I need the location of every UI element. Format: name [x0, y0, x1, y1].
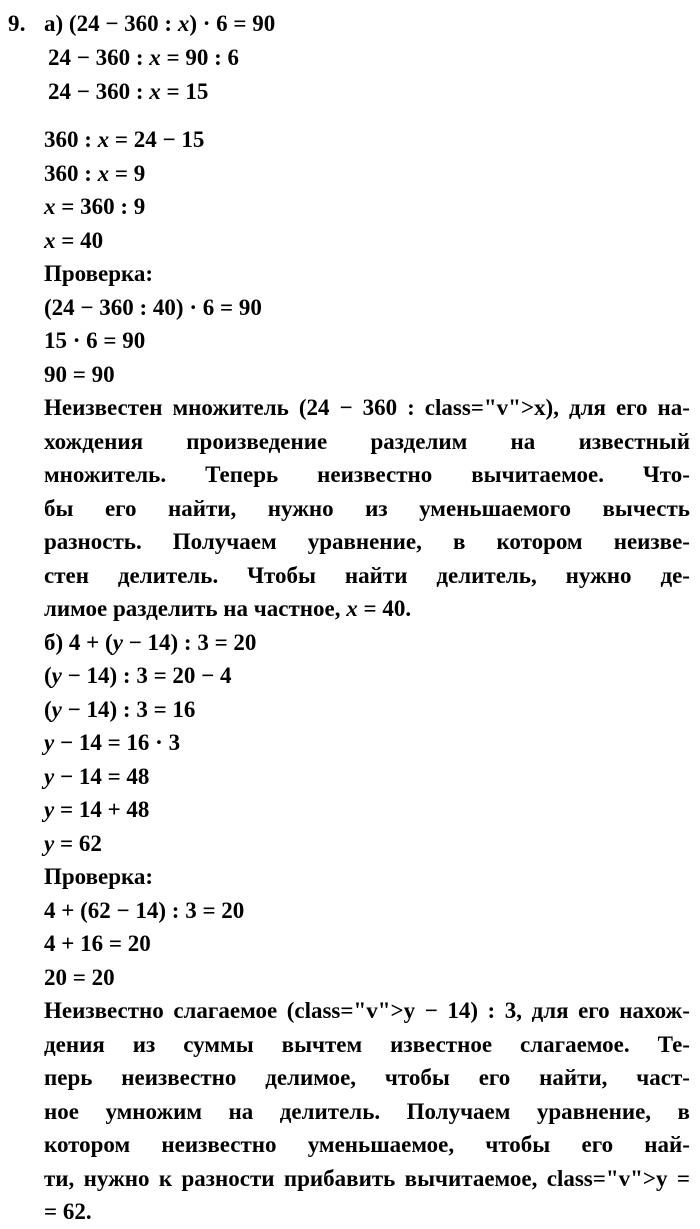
explanation-line: = 62. — [44, 1199, 92, 1224]
explanation-line: стен делитель. Чтобы найти делитель, нужно де- — [44, 562, 690, 588]
check-line: 90 = 90 — [44, 361, 115, 387]
check-line: 4 + (62 − 14) : 3 = 20 — [44, 897, 245, 923]
problem-number: 9. — [8, 11, 26, 36]
explanation-line: лимое разделить на частное, x = 40. — [44, 596, 412, 621]
equation-line: 360 : x = 9 — [44, 160, 146, 186]
problem-header — [0, 7, 700, 41]
equation-line: y − 14 = 16 · 3 — [44, 730, 181, 755]
check-line: 20 = 20 — [44, 964, 115, 990]
equation-line: x = 40 — [44, 227, 104, 253]
part-b-steps — [0, 659, 700, 860]
explanation-line: перь неизвестно делимое, чтобы его найти, част- — [44, 1065, 690, 1090]
equation-line: y = 14 + 48 — [44, 797, 150, 822]
textbook-page — [0, 7, 700, 1224]
part-a-check-steps — [0, 291, 700, 392]
equation-line: (y − 14) : 3 = 20 − 4 — [44, 663, 232, 688]
explanation-line: множитель. Теперь неизвестно вычитаемое. Что- — [44, 462, 690, 487]
part-a-explanation — [44, 391, 690, 626]
equation-line: y − 14 = 48 — [44, 763, 150, 789]
check-label-a: Проверка: — [44, 261, 154, 286]
part-a-steps — [0, 41, 700, 257]
equation-line: 24 − 360 : x = 90 : 6 — [48, 45, 240, 70]
part-b-explanation — [44, 994, 690, 1229]
part-a-first-equation: а) (24 − 360 : x) · 6 = 90 — [44, 11, 276, 36]
check-line: (24 − 360 : 40) · 6 = 90 — [44, 294, 262, 320]
explanation-line: хождения произведение разделим на известный — [44, 428, 690, 454]
explanation-line: ти, нужно к разности прибавить вычитаемое, class="v">y = — [44, 1165, 690, 1191]
equation-line: 24 − 360 : x = 15 — [48, 78, 209, 104]
explanation-line: дения из суммы вычтем известное слагаемое. Те- — [44, 1031, 690, 1057]
explanation-line: Неизвестно слагаемое (class="v">y − 14) : 3, для его нахож- — [44, 998, 690, 1023]
explanation-line: бы его найти, нужно из уменьшаемого вычесть — [44, 495, 690, 521]
explanation-line: котором неизвестно уменьшаемое, чтобы его най- — [44, 1132, 690, 1157]
check-label-b: Проверка: — [44, 864, 154, 889]
equation-line: 360 : x = 24 − 15 — [44, 127, 205, 152]
check-line: 4 + 16 = 20 — [44, 931, 151, 956]
part-b-first-equation: б) 4 + (y − 14) : 3 = 20 — [44, 629, 257, 655]
equation-line: (y − 14) : 3 = 16 — [44, 696, 196, 722]
explanation-line: разность. Получаем уравнение, в котором неизве- — [44, 529, 690, 554]
equation-line: x = 360 : 9 — [44, 194, 146, 219]
explanation-line: ное умножим на делитель. Получаем уравнение, в — [44, 1098, 690, 1124]
check-line: 15 · 6 = 90 — [44, 328, 146, 353]
part-b-check-steps — [0, 894, 700, 995]
equation-line: y = 62 — [44, 830, 102, 856]
explanation-line: Неизвестен множитель (24 − 360 : class="v">x), для его на- — [44, 395, 690, 420]
